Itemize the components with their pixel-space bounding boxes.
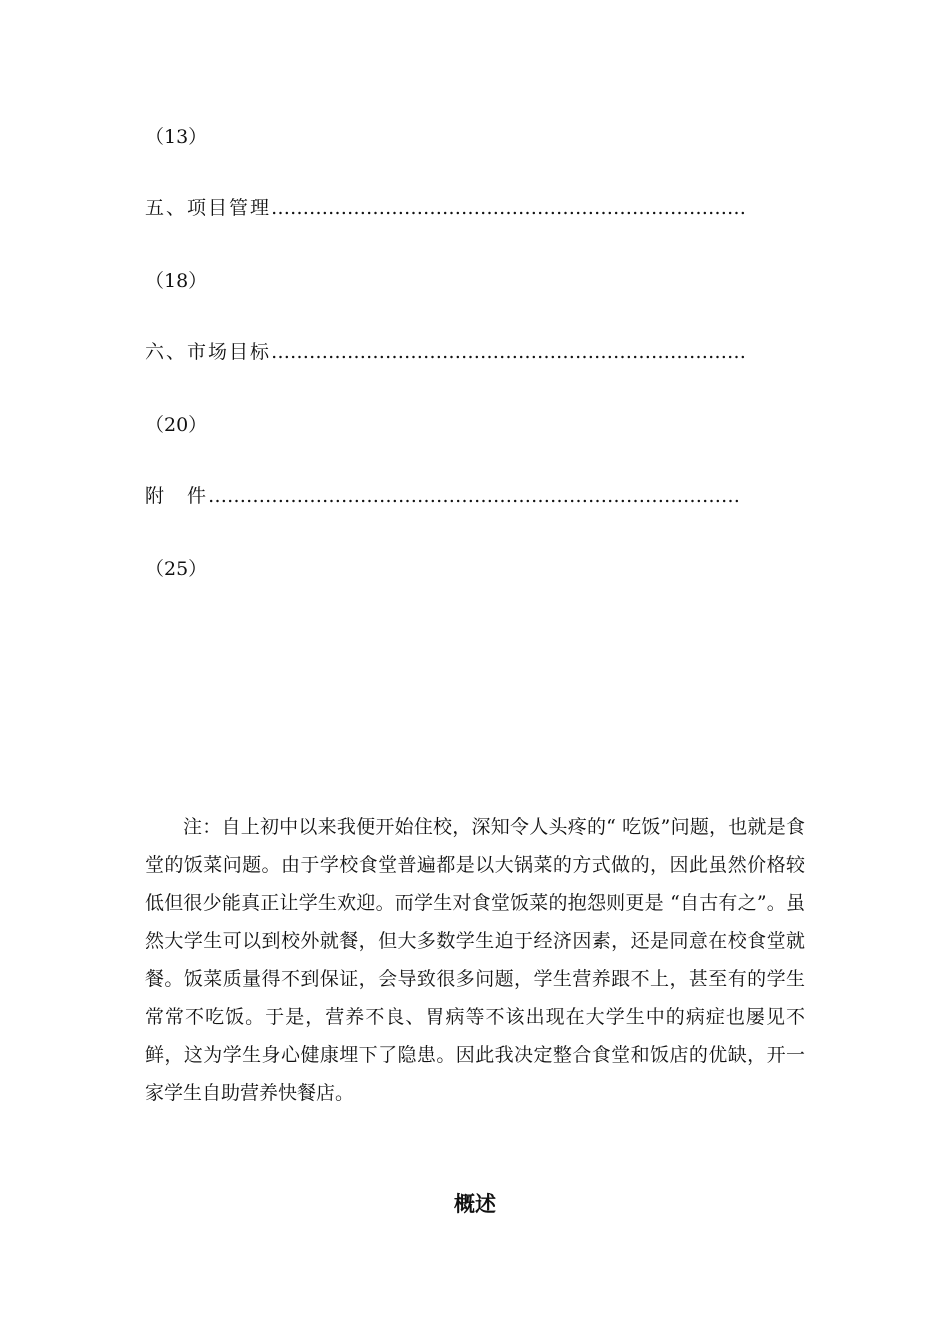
toc-page-25: （25） [145, 558, 208, 580]
section-heading: 概述 [454, 1192, 496, 1216]
toc-leader: ………………………………………………………………… [271, 341, 747, 363]
toc-entry-project-management [145, 196, 805, 220]
toc-label: 六、市场目标 [145, 341, 272, 363]
toc-label: 五、项目管理 [145, 197, 272, 219]
toc-leader: ………………………………………………………………………… [208, 485, 741, 507]
toc-page-20: （20） [145, 414, 208, 436]
toc-page-18: （18） [145, 270, 208, 292]
toc-entry-appendix [145, 484, 805, 508]
toc-entry-market-goals [145, 340, 805, 364]
note-paragraph: 注：自上初中以来我便开始住校，深知令人头疼的“ 吃饭”问题，也就是食堂的饭菜问题。由于学校食堂普遍都是以大锅菜的方式做的，因此虽然价格较低但很少能真正让学生欢迎。而学生对食堂饭菜的抱怨则更是 “自古有之”。虽然大学生可以到校外就餐，但大多数学生迫于经济因素，还是同意在校食堂就餐。饭菜质量得不到保证，会导致很多问题，学生营养跟不上，甚至有的学生常常不吃饭。于是，营养不良、胃病等不该出现在大学生中的病症也屡见不鲜，这为学生身心健康埋下了隐患。因此我决定整合食堂和饭店的优缺，开一家学生自助营养快餐店。 [145, 816, 805, 1104]
toc-leader: ………………………………………………………………… [271, 197, 747, 219]
toc-label: 附 件 [145, 485, 209, 507]
toc-page-13: （13） [145, 126, 208, 148]
